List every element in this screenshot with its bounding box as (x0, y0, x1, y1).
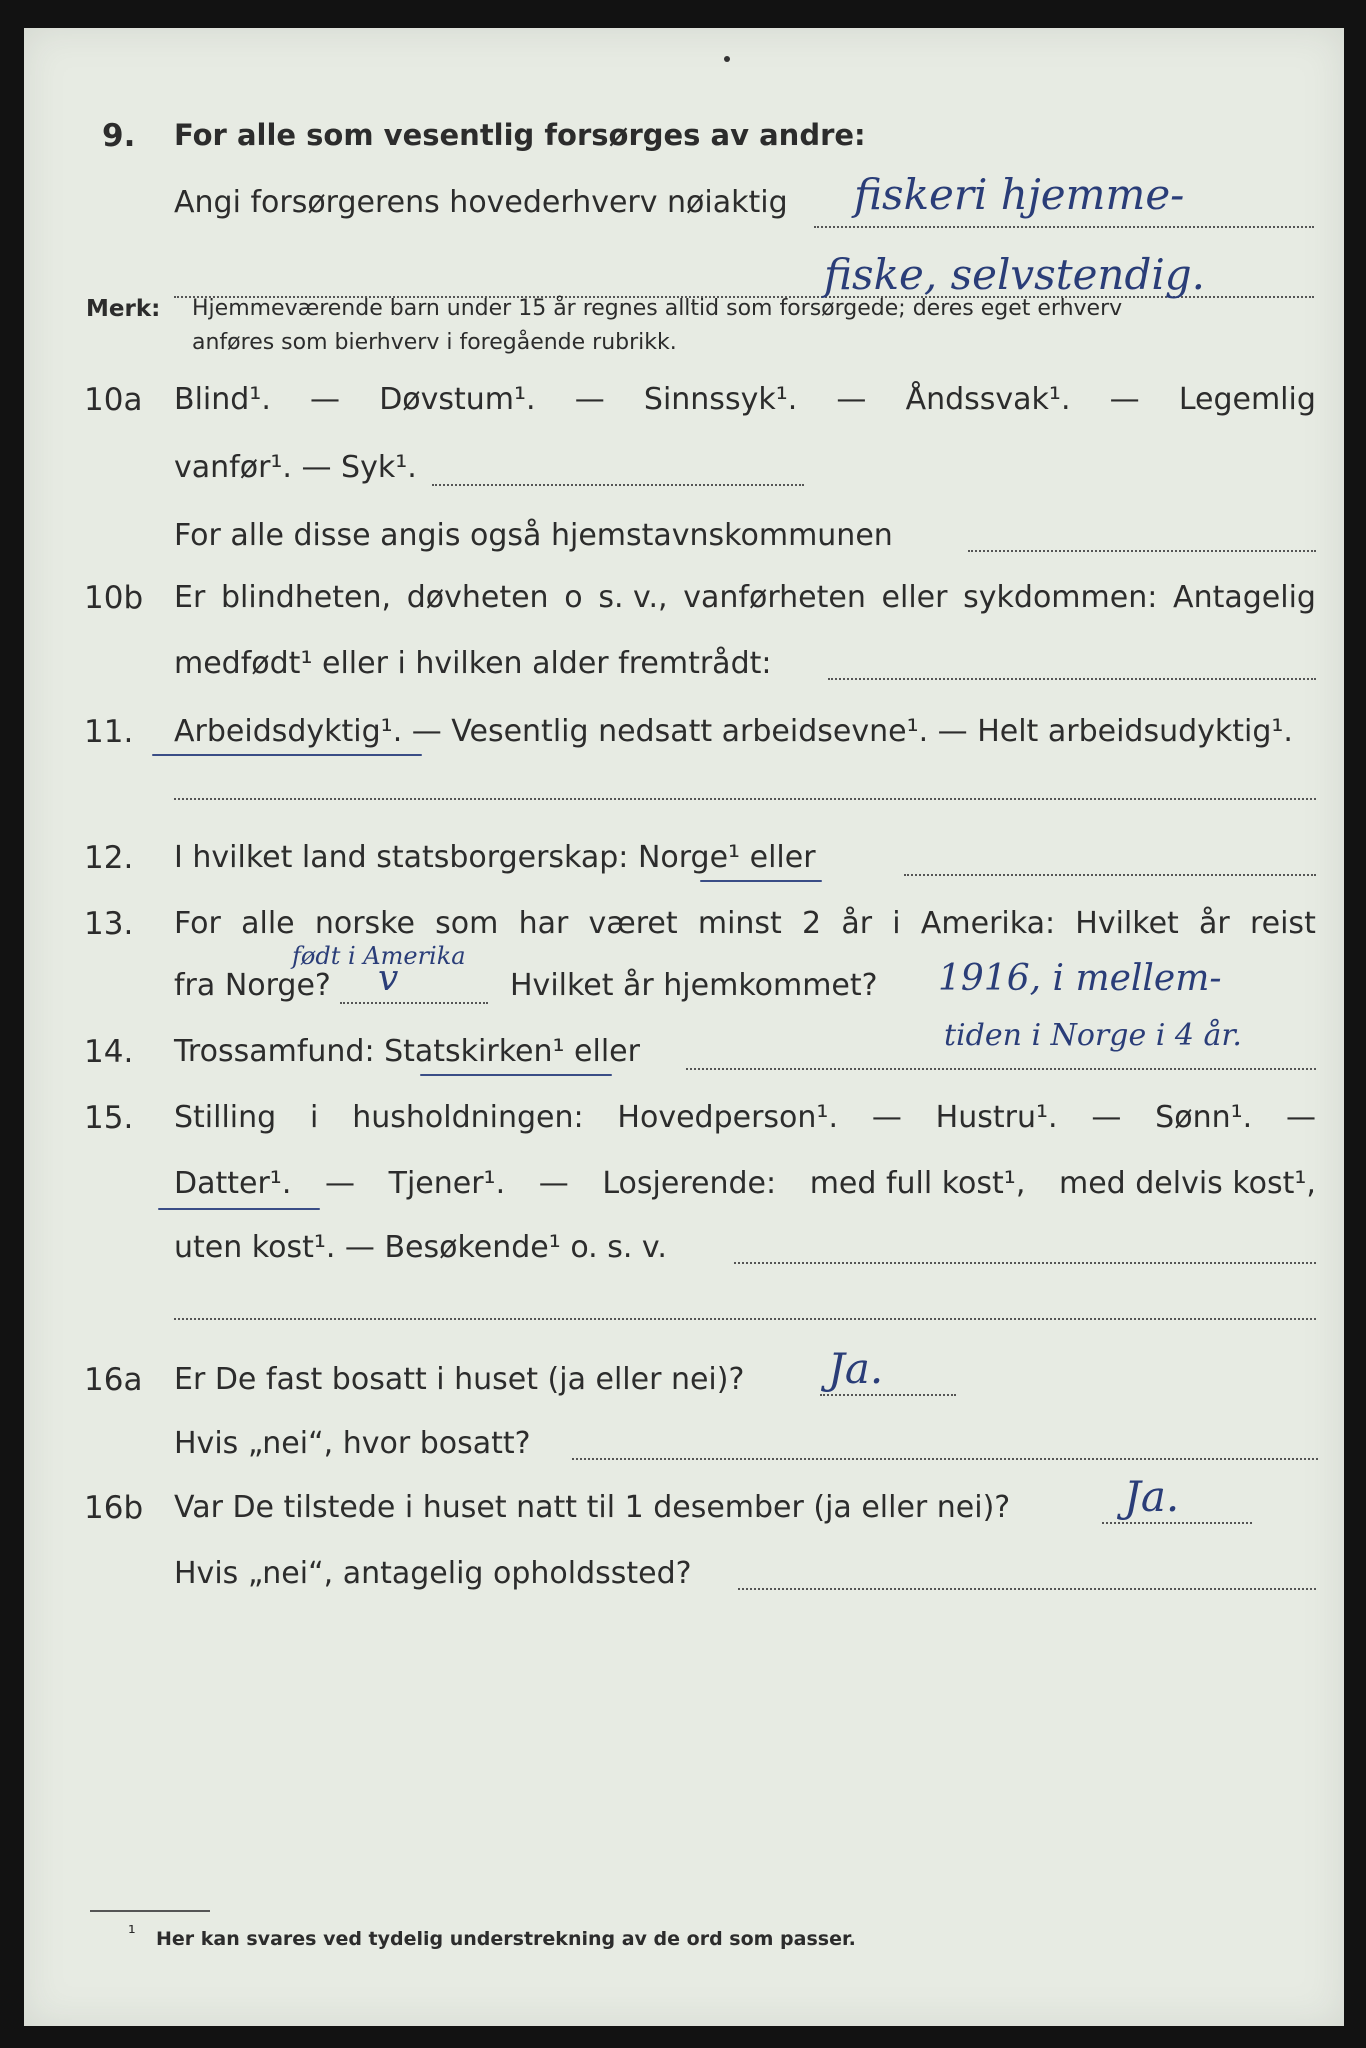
q16b-line-2: Hvis „nei“, antagelig opholdssted? (174, 1556, 692, 1591)
q13-answer-right-2: tiden i Norge i 4 år. (944, 1018, 1242, 1053)
q14-number: 14. (84, 1034, 134, 1070)
q16b-answer: Ja. (1124, 1472, 1180, 1521)
merk-line-1: Hjemmeværende barn under 15 år regnes alltid som forsørgede; deres eget erhverv (192, 296, 1123, 321)
q13-word: reist (1249, 906, 1316, 941)
q10b-number: 10b (84, 580, 144, 616)
q15-word: Stilling (174, 1100, 277, 1135)
q14-text: Trossamfund: Statskirken¹ eller (174, 1034, 640, 1069)
q13-word: norske (314, 906, 415, 941)
q15-line-3: uten kost¹. — Besøkende¹ o. s. v. (174, 1230, 667, 1265)
q10b-word: vanførheten (683, 580, 866, 615)
q16a-answer-line (820, 1394, 956, 1396)
q12-text: I hvilket land statsborgerskap: Norge¹ eller (174, 840, 816, 875)
q16a-bosatt-line (572, 1458, 1318, 1460)
q13-word: i (892, 906, 901, 941)
q13-line-2a: fra Norge? (174, 968, 331, 1003)
q13-answer-left: v (378, 958, 399, 999)
q15-number: 15. (84, 1100, 134, 1136)
q13-line-2b: Hvilket år hjemkommet? (510, 968, 878, 1003)
q15-word: husholdningen: (352, 1100, 584, 1135)
q10b-word: s. v., (598, 580, 668, 615)
q15-extra-line (174, 1318, 1316, 1320)
q12-line (904, 874, 1316, 876)
q9-answer-2: fiske, selvstendig. (824, 250, 1206, 299)
q13-word: Amerika: (920, 906, 1056, 941)
q13-word: 2 (802, 906, 822, 941)
q10a-kommune-line (968, 550, 1316, 552)
q10b-alder-line (828, 678, 1316, 680)
q10a-line-1 (174, 382, 1316, 417)
q15-word: — (325, 1166, 355, 1201)
q13-number: 13. (84, 906, 134, 942)
q15-line-3-dots (734, 1262, 1316, 1264)
q13-word: år (841, 906, 873, 941)
q16b-number: 16b (84, 1490, 144, 1526)
q15-word: i (310, 1100, 319, 1135)
q15-word: Sønn¹. (1155, 1100, 1253, 1135)
q11-text: Arbeidsdyktig¹. — Vesentlig nedsatt arbeidsevne¹. — Helt arbeidsudyktig¹. (174, 714, 1293, 749)
q15-word: med delvis kost¹, (1058, 1166, 1316, 1201)
q13-word: været (588, 906, 678, 941)
q15-underline (158, 1208, 320, 1210)
q10b-word: sykdommen: (963, 580, 1158, 615)
q16a-number: 16a (84, 1362, 143, 1398)
q13-word: Hvilket (1075, 906, 1179, 941)
q9-answer-1: fiskeri hjemme- (854, 170, 1185, 219)
q10a-word: Sinnssyk¹. (643, 382, 798, 417)
q16a-line-1: Er De fast bosatt i huset (ja eller nei)? (174, 1362, 745, 1397)
q13-reist-line (340, 1002, 488, 1004)
q10a-word: — (836, 382, 867, 417)
q13-word: minst (697, 906, 782, 941)
q16b-opholdssted-line (738, 1588, 1316, 1590)
q12-number: 12. (84, 840, 134, 876)
q9-prompt: Angi forsørgerens hovederhverv nøiaktig (174, 185, 788, 220)
q10a-line-3: For alle disse angis også hjemstavnskommunen (174, 518, 893, 553)
q10a-word: — (1109, 382, 1140, 417)
q10a-word: Legemlig (1178, 382, 1316, 417)
q10a-line-2: vanfør¹. — Syk¹. (174, 450, 417, 485)
q10b-word: døvheten (406, 580, 549, 615)
q10a-syk-line (432, 484, 804, 486)
q13-answer-right-1: 1916, i mellem- (938, 958, 1222, 999)
q15-word: — (1091, 1100, 1122, 1135)
q13-line-1 (174, 906, 1316, 941)
merk-line-2: anføres som bierhverv i foregående rubrikk. (192, 330, 677, 355)
q13-word: som (435, 906, 499, 941)
q10b-word: blindheten, (221, 580, 392, 615)
q13-annotation: født i Amerika (292, 942, 466, 970)
merk-label: Merk: (86, 296, 161, 322)
q10b-word: eller (881, 580, 948, 615)
q15-word: Datter¹. (174, 1166, 292, 1201)
q10b-word: Er (174, 580, 206, 615)
q15-line-2 (174, 1166, 1316, 1201)
q10a-number: 10a (84, 382, 143, 418)
q15-word: — (538, 1166, 569, 1201)
q16b-answer-line (1102, 1522, 1252, 1524)
q15-word: Losjerende: (602, 1166, 777, 1201)
q10b-line-2: medfødt¹ eller i hvilken alder fremtrådt: (174, 646, 772, 681)
footnote-mark: ¹ (128, 1922, 136, 1944)
q16b-line-1: Var De tilstede i huset natt til 1 desember (ja eller nei)? (174, 1490, 1011, 1525)
q15-word: Hovedperson¹. (617, 1100, 838, 1135)
footnote-rule (90, 1910, 210, 1912)
q10b-line-1 (174, 580, 1316, 615)
footnote-text: Her kan svares ved tydelig understrekning av de ord som passer. (156, 1928, 856, 1950)
q11-number: 11. (84, 714, 134, 750)
q9-answer-line-1 (814, 226, 1314, 228)
q9-title: For alle som vesentlig forsørges av andre: (174, 118, 866, 152)
q10a-word: — (310, 382, 341, 417)
q10a-word: — (574, 382, 605, 417)
form-page (24, 28, 1344, 2026)
q15-word: Tjener¹. (388, 1166, 506, 1201)
q12-underline (700, 880, 822, 882)
q13-word: For (174, 906, 221, 941)
q10b-word: o (564, 580, 583, 615)
q9-number: 9. (102, 118, 136, 154)
q13-word: år (1199, 906, 1230, 941)
q13-word: har (518, 906, 569, 941)
q15-word: med full kost¹, (809, 1166, 1026, 1201)
q11-underline (152, 754, 422, 756)
q15-word: Hustru¹. (935, 1100, 1058, 1135)
q15-word: — (871, 1100, 902, 1135)
q16a-line-2: Hvis „nei“, hvor bosatt? (174, 1426, 531, 1461)
q16a-answer: Ja. (828, 1344, 884, 1393)
q11-line (174, 798, 1316, 800)
q10b-word: Antagelig (1173, 580, 1316, 615)
q14-line (686, 1068, 1316, 1070)
q10a-word: Åndssvak¹. (905, 382, 1071, 417)
q14-underline (420, 1074, 612, 1076)
q13-word: alle (241, 906, 295, 941)
q15-line-1 (174, 1100, 1316, 1135)
q10a-word: Døvstum¹. (379, 382, 536, 417)
q15-word: — (1286, 1100, 1316, 1135)
q10a-word: Blind¹. (174, 382, 271, 417)
punch-mark (724, 56, 730, 62)
